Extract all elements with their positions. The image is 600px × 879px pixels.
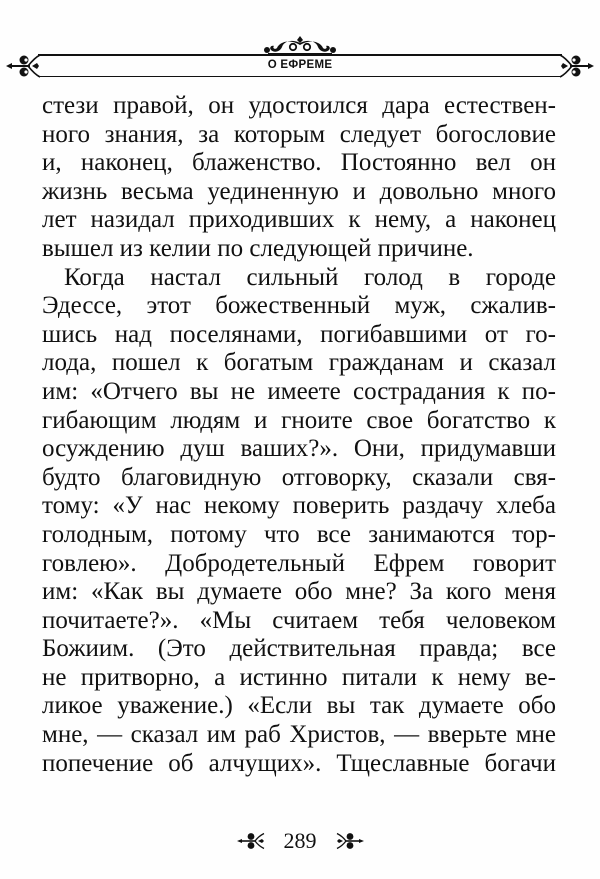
text-line: гибающим людям и гноите свое богатство к — [42, 406, 556, 434]
text-line: Эдессе, этот божественный муж, сжалив- — [42, 292, 556, 320]
text-line: тому: «У нас некому поверить раздачу хлеба — [42, 492, 556, 520]
text-line: ликое уважение.) «Если вы так думаете обо — [42, 692, 556, 720]
text-line: мне, — сказал им раб Христов, — вверьте мне — [42, 721, 556, 749]
text-line: будто благовидную отговорку, сказали свя- — [42, 463, 556, 491]
text-line-last: вышел из келии по следующей причине. — [42, 234, 474, 262]
text-line: шись над поселянами, погибавшими от го- — [42, 320, 556, 348]
fleuron-left-small-icon — [236, 832, 266, 850]
text-line: и, наконец, блаженство. Постоянно вел он — [42, 149, 556, 177]
text-line: ного знания, за которым следует богословие — [42, 120, 556, 148]
text-line: жизнь весьма уединенную и довольно много — [42, 177, 556, 205]
text-line: говлею». Добродетельный Ефрем говорит — [42, 549, 556, 577]
text-line: не притворно, а истинно питали к нему ве- — [42, 663, 556, 691]
body-text — [42, 92, 556, 778]
fleuron-right-icon — [558, 54, 596, 78]
text-line: лода, пошел к богатым гражданам и сказал — [42, 349, 556, 377]
page-footer — [0, 826, 600, 856]
fleuron-left-icon — [4, 54, 42, 78]
page-number: 289 — [283, 828, 317, 853]
running-head — [38, 54, 562, 77]
text-line: осуждению душ ваших?». Они, придумавши — [42, 435, 556, 463]
text-line-paragraph-start: Когда настал сильный голод в городе — [64, 263, 556, 291]
text-line: им: «Как вы думаете обо мне? За кого меня — [42, 578, 556, 606]
running-title: О ЕФРЕМЕ — [267, 59, 333, 71]
fleuron-crest-icon — [262, 35, 338, 55]
text-line: стези правой, он удостоился дара естествен- — [42, 92, 556, 119]
text-line: Божиим. (Это действительная правда; все — [42, 635, 556, 663]
text-line: почитаете?». «Мы считаем тебя человеком — [42, 606, 556, 634]
text-line: лет назидал приходивших к нему, а наконец — [42, 206, 556, 234]
text-line: попечение об алчущих». Тщеславные богачи — [42, 749, 556, 777]
fleuron-right-small-icon — [335, 832, 365, 850]
text-line: им: «Отчего вы не имеете сострадания к по- — [42, 377, 556, 405]
text-line: голодным, потому что все занимаются тор- — [42, 520, 556, 548]
